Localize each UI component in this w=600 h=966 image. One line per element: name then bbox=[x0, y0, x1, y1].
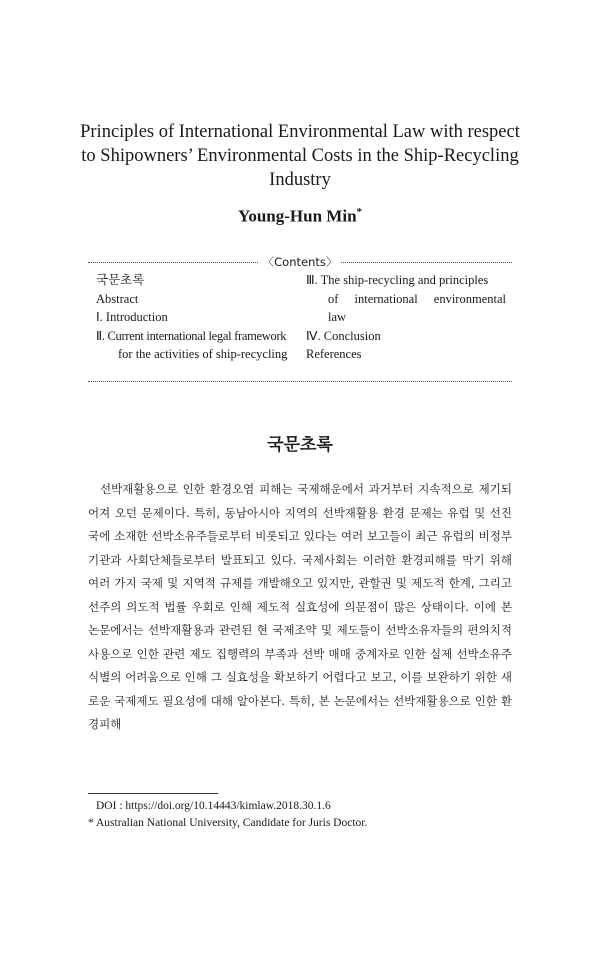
author-text: Young-Hun Min bbox=[237, 206, 357, 226]
title-line: to Shipowners’ Environmental Costs in the Ship-Recycling bbox=[81, 146, 519, 166]
toc-left-column bbox=[96, 271, 301, 364]
toc-item: Abstract bbox=[96, 291, 139, 306]
footnote-affiliation: * Australian National University, Candidate for Juris Doctor. bbox=[88, 817, 368, 829]
toc-item: Ⅲ. The ship-recycling and principles bbox=[306, 273, 489, 287]
paper-title bbox=[70, 120, 530, 192]
toc-item: References bbox=[306, 347, 362, 362]
title-line: Industry bbox=[269, 170, 331, 190]
table-of-contents bbox=[88, 255, 512, 382]
footnote-divider bbox=[88, 793, 218, 794]
toc-item: 국문초록 bbox=[96, 273, 145, 287]
title-line: Principles of International Environmental Law with respect bbox=[80, 122, 520, 142]
abstract-paragraph: 선박재활용으로 인한 환경오염 피해는 국제해운에서 과거부터 지속적으로 제기되어져 오던 문제이다. 특히, 동남아시아 지역의 선박재활용 환경 문제는 유럽 및 선진국에 소재한 선박소유주들로부터 비롯되고 있다는 여러 보고들이 최근 유럽의 비정부기관과 사회단체들로부터 발표되고 있다. 국제사회는 이러한 환경피해를 막기 위해 여러 가지 국제 및 지역적 규제를 개발해오고 있지만, 관할권 및 제도적 한계, 그리고 선주의 의도적 법률 우회로 인해 제도적 실효성에 의문점이 많은 상태이다. 이에 본 논문에서는 선박재활용과 관련된 현 국제조약 및 제도들이 선박소유자들의 편의치적 사용으로 인한 관련 제도 집행력의 부족과 선박 매매 중계자로 인한 실제 선박소유주 식별의 어려움으로 인해 그 실효성을 확보하기 어렵다고 보고, 이를 보완하기 위한 새로운 국제제도 필요성에 대해 알아본다. 특히, 본 논문에서는 선박재활용으로 인한 환경피해 bbox=[88, 482, 512, 731]
toc-item: Ⅳ. Conclusion bbox=[306, 328, 381, 343]
toc-item: Ⅰ. Introduction bbox=[96, 310, 168, 325]
footnote-doi: DOI : https://doi.org/10.14443/kimlaw.2018.30.1.6 bbox=[96, 800, 331, 812]
toc-item: of international environmental bbox=[328, 291, 506, 306]
author-footnote-mark: * bbox=[356, 206, 363, 218]
contents-label: 〈Contents〉 bbox=[259, 255, 342, 269]
toc-item: Ⅱ. Current international legal framework bbox=[96, 328, 287, 343]
toc-right-column bbox=[306, 271, 506, 364]
toc-item: for the activities of ship-recycling bbox=[118, 347, 288, 362]
toc-item: law bbox=[328, 310, 347, 325]
section-heading: 국문초록 bbox=[267, 435, 333, 455]
author-name bbox=[0, 206, 600, 227]
